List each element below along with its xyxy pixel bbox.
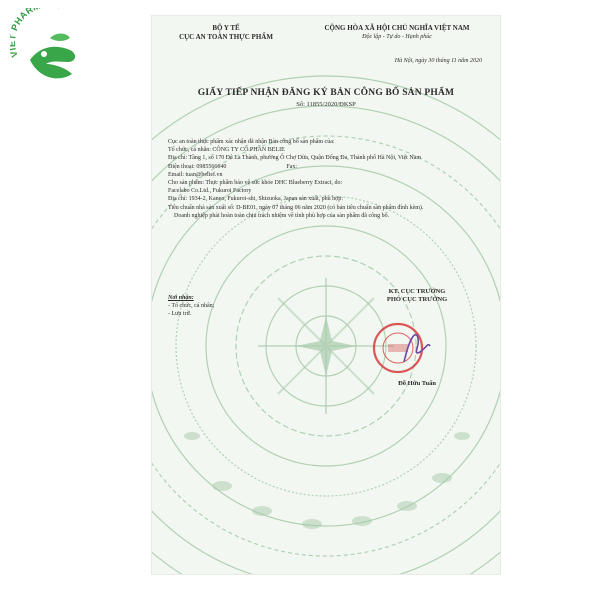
logo-brand-text: PHAR [10,8,36,33]
national-motto: Độc lập - Tự do - Hạnh phúc [362,34,432,40]
issue-date: Hà Nội, ngày 30 tháng 11 năm 2020 [394,58,482,64]
body-line: Địa chỉ: 1934-2, Kaneo, Fukuroi-shi, Shizuoka, Japan sản xuất, phù hợp: [168,196,343,203]
body-line: Cho sản phẩm: Thực phẩm bảo vệ sức khỏe DHC Blueberry Extract, do: [168,180,343,187]
body-line: Cục an toàn thực phẩm xác nhận đã nhận Bản công bố sản phẩm của: [168,139,335,145]
body-line: Facelabo Co.Ltd., Fukuroi Factory [168,188,252,195]
body-line: Doanh nghiệp phải hoàn toàn chịu trách nhiệm về tính phù hợp của sản phẩm đã công bố. [174,212,390,219]
signature-subtitle: PHÓ CỤC TRƯỞNG [386,296,448,303]
body-line: Tiêu chuẩn nhà sản xuất số: D-BE01, ngày 07 tháng 06 năm 2020 (có bản tiêu chuẩn sản phẩm đính kèm). [168,204,424,211]
body-line: Địa chỉ: Tầng 1, số 170 Đê La Thành, phường Ô Chợ Dừa, Quận Đống Đa, Thành phố Hà Nội, Việt Nam [168,155,422,162]
body-line: Điện thoại: 0985566640 Fax: [168,163,297,170]
ministry-name: BỘ Y TẾ [212,24,240,32]
recipients-heading: Nơi nhận: [168,295,194,301]
certificate-document [152,16,500,574]
official-red-stamp-icon [370,316,434,380]
recipients-note [168,294,288,318]
signer-name: Đỗ Hữu Tuấn [398,380,436,387]
document-number: Số: 11855/2020/ĐKSP [296,101,356,108]
certificate-body [168,138,484,220]
viet-pharmacy-logo [10,8,120,88]
recipient-item: - Lưu trữ. [168,311,192,317]
national-header [302,24,492,42]
recipient-item: - Tổ chức, cá nhân; [168,303,215,309]
body-line: Tổ chức, cá nhân: CÔNG TY CỔ PHẦN BELIE [168,147,285,154]
document-title: GIẤY TIẾP NHẬN ĐĂNG KÝ BẢN CÔNG BỐ SẢN PHẨM [197,88,455,98]
department-name: CỤC AN TOÀN THỰC PHẨM [179,33,273,41]
body-line: Email: tuan@belief.vn [168,171,223,178]
country-title: CỘNG HÒA XÃ HỘI CHỦ NGHĨA VIỆT NAM [324,24,470,32]
signature-block [342,288,492,304]
signature-title: KT. CỤC TRƯỞNG [388,288,446,295]
issuer-header [166,24,286,42]
hand-leaf-logo-icon [10,8,120,88]
